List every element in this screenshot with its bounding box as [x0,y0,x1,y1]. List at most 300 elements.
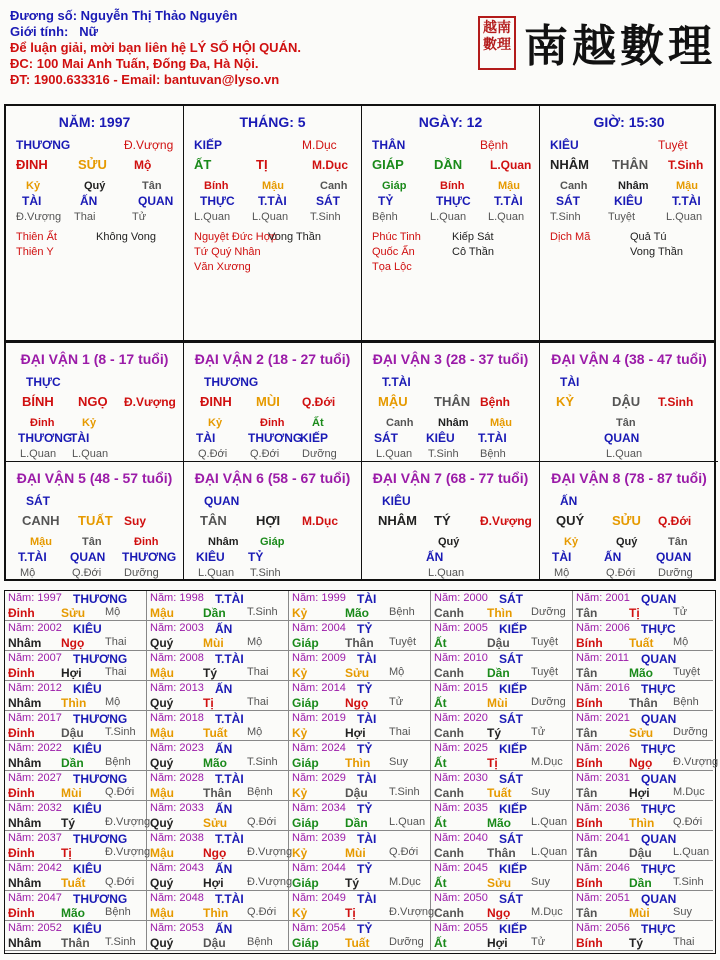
pillar-branch-phase: T.Sinh [668,158,704,172]
dv-hidden-stem: Quý [438,536,460,548]
year-stem: Kỷ [292,726,308,740]
year-phase: Thai [105,666,127,678]
year-label: Năm: 2054 [292,922,346,934]
year-stem: Canh [434,786,464,800]
year-cell [5,621,147,651]
pillar-stem-god: KIÊU [550,138,579,152]
year-cell [573,891,713,921]
dv-hidden-stem: Đinh [134,536,159,548]
year-phase: T.Sinh [105,726,136,738]
year-label: Năm: 2026 [576,742,630,754]
year-stem: Nhâm [8,696,42,710]
year-branch: Dậu [203,936,226,950]
year-branch: Tuất [345,936,370,950]
year-stem: Ất [434,876,447,890]
year-phase: Tuyệt [531,666,559,678]
year-cell [5,921,147,951]
dv-hidden-stem: Tân [82,536,102,548]
year-branch: Sửu [487,876,512,890]
year-cell [289,711,431,741]
year-god: TÀI [357,832,377,846]
year-god: QUAN [641,772,677,786]
year-cell [5,591,147,621]
year-phase: Q.Đới [247,816,277,828]
year-stem: Kỷ [292,606,308,620]
year-god: QUAN [641,892,677,906]
year-label: Năm: 2011 [576,652,629,664]
year-cell [431,861,573,891]
dai-van-branch: TÝ [434,513,451,528]
year-cell [147,681,289,711]
year-god: TỶ [357,802,373,816]
pillar-stem: NHÂM [550,157,589,172]
year-stem: Mậu [150,726,174,740]
year-branch: Dần [345,816,368,830]
dv-hidden-phase: Q.Đới [72,567,102,579]
year-branch: Tý [345,876,360,890]
year-phase: Đ.Vượng [247,876,293,888]
year-phase: Mộ [247,636,263,648]
year-god: QUAN [641,652,677,666]
year-phase: T.Sinh [673,876,704,888]
year-cell [573,801,713,831]
year-phase: Bệnh [247,936,273,948]
dai-van-title: ĐẠI VẬN 5 (48 - 57 tuổi) [16,470,173,486]
dai-van-stem: MẬU [378,394,408,409]
year-god: KIÊU [73,742,102,756]
hidden-god: SÁT [556,194,580,208]
hidden-phase: L.Quan [666,211,703,223]
year-god: KIẾP [499,622,528,636]
dai-van-branch: TUẤT [78,513,113,528]
year-branch: Ngọ [629,756,653,770]
year-label: Năm: 2000 [434,592,488,604]
year-cell [431,681,573,711]
hidden-god: T.TÀI [258,194,287,208]
pillar-stem-god: THƯƠNG [16,138,71,152]
dv-hidden-god: KIÊU [196,550,225,564]
year-branch: Hợi [345,726,366,740]
year-cell [289,741,431,771]
pillar-branch: DẦN [434,157,463,172]
dai-van-title: ĐẠI VẬN 7 (68 - 77 tuổi) [372,470,529,486]
dai-van-cell-7 [362,462,540,581]
dv-hidden-stem: Tân [668,536,688,548]
year-stem: Tân [576,666,598,680]
hidden-phase: Bệnh [372,211,398,223]
dv-hidden-stem: Nhâm [208,536,239,548]
dai-van-branch: HỢI [256,513,281,528]
dai-van-god: KIÊU [382,494,411,508]
year-god: THỰC [641,682,676,696]
year-stem: Đinh [8,786,35,800]
year-stem: Bính [576,696,603,710]
year-god: TỶ [357,922,373,936]
year-stem: Giáp [292,816,319,830]
pillar-title: NGÀY: 12 [418,114,483,130]
dai-van-phase: M.Dục [302,514,338,528]
year-branch: Thân [61,936,90,950]
year-label: Năm: 2002 [8,622,62,634]
year-god: KIẾP [499,742,528,756]
year-branch: Mùi [345,846,366,860]
year-god: ẤN [215,862,233,876]
dai-van-god: T.TÀI [382,375,411,389]
year-stem: Canh [434,906,464,920]
year-cell [147,861,293,891]
year-branch: Thìn [203,906,229,920]
year-branch: Thân [203,786,232,800]
dv-hidden-god: TÀI [196,431,216,445]
year-phase: M.Dục [531,756,563,768]
year-god: ẤN [215,682,233,696]
dai-van-phase: T.Sinh [658,395,694,409]
year-god: T.TÀI [215,892,244,906]
year-god: TÀI [357,592,377,606]
dv-hidden-phase: T.Sinh [250,567,281,579]
year-cell [289,621,431,651]
dv-hidden-stem: Kỷ [564,536,579,548]
year-god: KIẾP [499,922,528,936]
year-phase: Q.Đới [389,846,419,858]
year-label: Năm: 1999 [292,592,346,604]
year-god: ẤN [215,742,233,756]
dv-hidden-stem: Đinh [30,417,55,429]
year-phase: Suy [673,906,692,918]
year-phase: Đ.Vượng [105,846,151,858]
year-god: T.TÀI [215,712,244,726]
year-cell [147,801,289,831]
hidden-phase: T.Sinh [550,211,581,223]
year-label: Năm: 2023 [150,742,204,754]
year-label: Năm: 2046 [576,862,630,874]
year-label: Năm: 2025 [434,742,488,754]
year-god: THỰC [641,922,676,936]
year-stem: Mậu [150,846,174,860]
year-label: Năm: 2009 [292,652,346,664]
year-phase: Dưỡng [531,696,566,708]
year-stem: Tân [576,906,598,920]
star-right: Cô Thần [452,246,494,258]
year-stem: Giáp [292,636,319,650]
year-cell [5,681,147,711]
dai-van-branch: SỬU [612,513,641,528]
year-label: Năm: 2051 [576,892,630,904]
dv-hidden-god: THƯƠNG [18,431,73,445]
star-left: Nguyệt Đức Hợp [194,231,278,243]
dai-van-god: QUAN [204,494,240,508]
star-left: Thiên Ất [16,231,57,243]
year-cell [431,651,573,681]
year-cell [147,711,289,741]
pillar-title: THÁNG: 5 [239,114,306,130]
dv-hidden-god: ẤN [604,550,622,564]
year-stem: Đinh [8,846,35,860]
year-cell [5,831,151,861]
year-phase: Bệnh [105,906,131,918]
year-branch: Tý [61,816,76,830]
year-phase: Q.Đới [105,786,135,798]
dai-van-title: ĐẠI VẬN 2 (18 - 27 tuổi) [194,351,351,367]
dv-hidden-stem: Mậu [30,536,52,548]
year-label: Năm: 2047 [8,892,62,904]
year-phase: Suy [531,876,550,888]
hidden-phase: Đ.Vượng [16,211,62,223]
year-label: Năm: 2010 [434,652,488,664]
year-cell [431,771,573,801]
dv-hidden-god: KIẾP [300,431,329,445]
year-stem: Quý [150,696,174,710]
year-phase: Mộ [247,726,263,738]
dv-hidden-phase: Mộ [20,567,36,579]
year-phase: M.Dục [531,906,563,918]
dai-van-cell-2 [184,343,362,462]
year-stem: Bính [576,816,603,830]
year-cell [5,711,147,741]
year-branch: Sửu [203,816,228,830]
year-branch: Tị [61,846,72,860]
hidden-phase: L.Quan [430,211,467,223]
year-branch: Thân [345,636,374,650]
dai-van-cell-8 [540,462,718,581]
year-god: KIÊU [73,922,102,936]
dv-hidden-god: THƯƠNG [248,431,303,445]
star-left: Tọa Lộc [372,261,412,273]
year-branch: Dậu [61,726,84,740]
year-branch: Ngọ [345,696,369,710]
year-cell [5,891,147,921]
year-stem: Tân [576,726,598,740]
hidden-phase: L.Quan [194,211,231,223]
year-branch: Thìn [61,696,87,710]
year-phase: Q.Đới [673,816,703,828]
year-stem: Giáp [292,696,319,710]
dai-van-title: ĐẠI VẬN 1 (8 - 17 tuổi) [20,351,169,367]
year-stem: Ất [434,816,447,830]
year-phase: Tử [673,606,688,618]
pillar-cell-4 [540,106,718,342]
year-branch: Dần [629,876,652,890]
year-label: Năm: 2039 [292,832,346,844]
year-cell [431,711,573,741]
pillar-cell-3 [362,106,540,342]
dv-hidden-stem: Kỷ [82,417,97,429]
year-phase: M.Dục [673,786,705,798]
dv-hidden-phase: L.Quan [20,448,57,460]
year-phase: Thai [673,936,695,948]
year-cell [289,651,431,681]
pillar-branch-phase: M.Dục [312,158,348,172]
dv-hidden-stem: Canh [386,417,414,429]
year-god: TÀI [357,652,377,666]
pillar-branch-phase: Mộ [134,158,152,172]
dai-van-title: ĐẠI VẬN 3 (28 - 37 tuổi) [372,351,529,367]
year-branch: Hợi [629,786,650,800]
dv-hidden-god: ẤN [426,550,444,564]
year-stem: Ất [434,936,447,950]
year-god: TỶ [357,742,373,756]
year-stem: Kỷ [292,906,308,920]
year-stem: Mậu [150,606,174,620]
year-cell [573,861,713,891]
hidden-phase: Tuyệt [608,211,636,223]
year-god: QUAN [641,832,677,846]
dv-hidden-god: T.TÀI [18,550,47,564]
year-cell [573,831,713,861]
gender-line: Giới tính: Nữ [10,24,98,39]
hidden-god: TÀI [22,194,42,208]
year-cell [431,831,573,861]
contact-phone-email: ĐT: 1900.633316 - Email: bantuvan@lyso.vn [10,72,280,87]
year-label: Năm: 2037 [8,832,62,844]
pillar-title: NĂM: 1997 [58,114,131,130]
year-cell [431,921,573,951]
year-cell [289,921,431,951]
dai-van-branch: MÙI [256,394,280,409]
year-phase: Tử [531,726,546,738]
year-cell [289,681,431,711]
brand-calligraphy: 南越數理 [524,21,716,72]
hidden-phase: Tử [132,211,147,223]
year-stem: Canh [434,726,464,740]
year-phase: Thai [247,696,269,708]
hidden-god: QUAN [138,194,174,208]
year-phase: Bệnh [673,696,699,708]
year-cell [573,681,713,711]
year-phase: Đ.Vượng [673,756,719,768]
year-branch: Ngọ [61,636,85,650]
dv-hidden-stem: Giáp [260,536,285,548]
dai-van-cell-4 [540,343,718,462]
dv-hidden-god: QUAN [604,431,640,445]
year-label: Năm: 2017 [8,712,62,724]
year-phase: Thai [389,726,411,738]
year-stem: Quý [150,876,174,890]
year-stem: Mậu [150,906,174,920]
year-label: Năm: 2020 [434,712,488,724]
year-label: Năm: 2030 [434,772,488,784]
dv-hidden-phase: Q.Đới [198,448,228,460]
year-branch: Dần [203,606,226,620]
pillar-stem-god: THÂN [372,138,406,152]
year-phase: Suy [531,786,550,798]
year-cell [289,891,435,921]
dv-hidden-phase: L.Quan [376,448,413,460]
year-stem: Nhâm [8,636,42,650]
pillar-stem: ĐINH [16,157,48,172]
dv-hidden-god: KIÊU [426,431,455,445]
hidden-stem: Quý [84,180,106,192]
year-branch: Ngọ [203,846,227,860]
year-god: SÁT [499,892,523,906]
year-stem: Kỷ [292,666,308,680]
dai-van-phase: Suy [124,514,147,528]
dai-van-phase: Q.Đới [302,395,336,409]
year-cell [147,891,289,921]
year-label: Năm: 2029 [292,772,346,784]
dai-van-branch: THÂN [434,394,471,409]
hidden-phase: L.Quan [488,211,525,223]
year-branch: Dần [487,666,510,680]
year-phase: T.Sinh [247,606,278,618]
year-cell [573,741,719,771]
year-stem: Ất [434,756,447,770]
hidden-god: KIÊU [614,194,643,208]
year-god: ẤN [215,622,233,636]
year-branch: Tuất [629,636,654,650]
dv-hidden-stem: Nhâm [438,417,469,429]
year-cell [289,771,431,801]
year-phase: L.Quan [673,846,710,858]
year-label: Năm: 2031 [576,772,630,784]
year-phase: Đ.Vượng [247,846,293,858]
year-stem: Quý [150,636,174,650]
year-cell [431,801,573,831]
dv-hidden-stem: Tân [616,417,636,429]
year-phase: Đ.Vượng [105,816,151,828]
dv-hidden-phase: Mộ [554,567,570,579]
year-branch: Tuất [487,786,512,800]
hidden-stem: Giáp [382,180,407,192]
year-label: Năm: 2007 [8,652,62,664]
year-label: Năm: 2021 [576,712,630,724]
year-cell [573,711,713,741]
hidden-stem: Mậu [498,180,520,192]
dai-van-god: TÀI [560,375,580,389]
year-phase: Q.Đới [105,876,135,888]
annual-luck-table [4,590,719,954]
year-label: Năm: 2033 [150,802,204,814]
dai-van-god: ẤN [560,494,578,508]
year-branch: Tý [629,936,644,950]
year-phase: Thai [105,636,127,648]
dv-hidden-phase: L.Quan [72,448,109,460]
dv-hidden-god: TÀI [70,431,90,445]
year-branch: Tý [487,726,502,740]
year-phase: T.Sinh [247,756,278,768]
year-branch: Tị [345,906,356,920]
year-god: ẤN [215,922,233,936]
year-stem: Quý [150,756,174,770]
dai-van-stem: NHÂM [378,513,417,528]
year-cell [147,621,289,651]
hidden-stem: Nhâm [618,180,649,192]
year-stem: Kỷ [292,786,308,800]
year-god: TÀI [357,772,377,786]
year-label: Năm: 2005 [434,622,488,634]
year-phase: Đ.Vượng [389,906,435,918]
dai-van-phase: Đ.Vượng [480,514,532,528]
year-label: Năm: 2034 [292,802,346,814]
year-stem: Mậu [150,666,174,680]
year-god: THƯƠNG [73,772,128,786]
star-left: Dịch Mã [550,231,591,243]
year-label: Năm: 1998 [150,592,204,604]
year-branch: Tý [203,666,218,680]
year-god: THỰC [641,802,676,816]
hidden-god: THỰC [436,194,471,208]
year-god: KIÊU [73,622,102,636]
hidden-stem: Bính [204,180,229,192]
year-stem: Đinh [8,726,35,740]
four-pillars-panel [4,104,716,342]
year-label: Năm: 2045 [434,862,488,874]
year-god: T.TÀI [215,652,244,666]
dai-van-cell-1 [6,343,184,462]
year-god: TÀI [357,892,377,906]
hidden-god: SÁT [316,194,340,208]
year-cell [5,741,147,771]
